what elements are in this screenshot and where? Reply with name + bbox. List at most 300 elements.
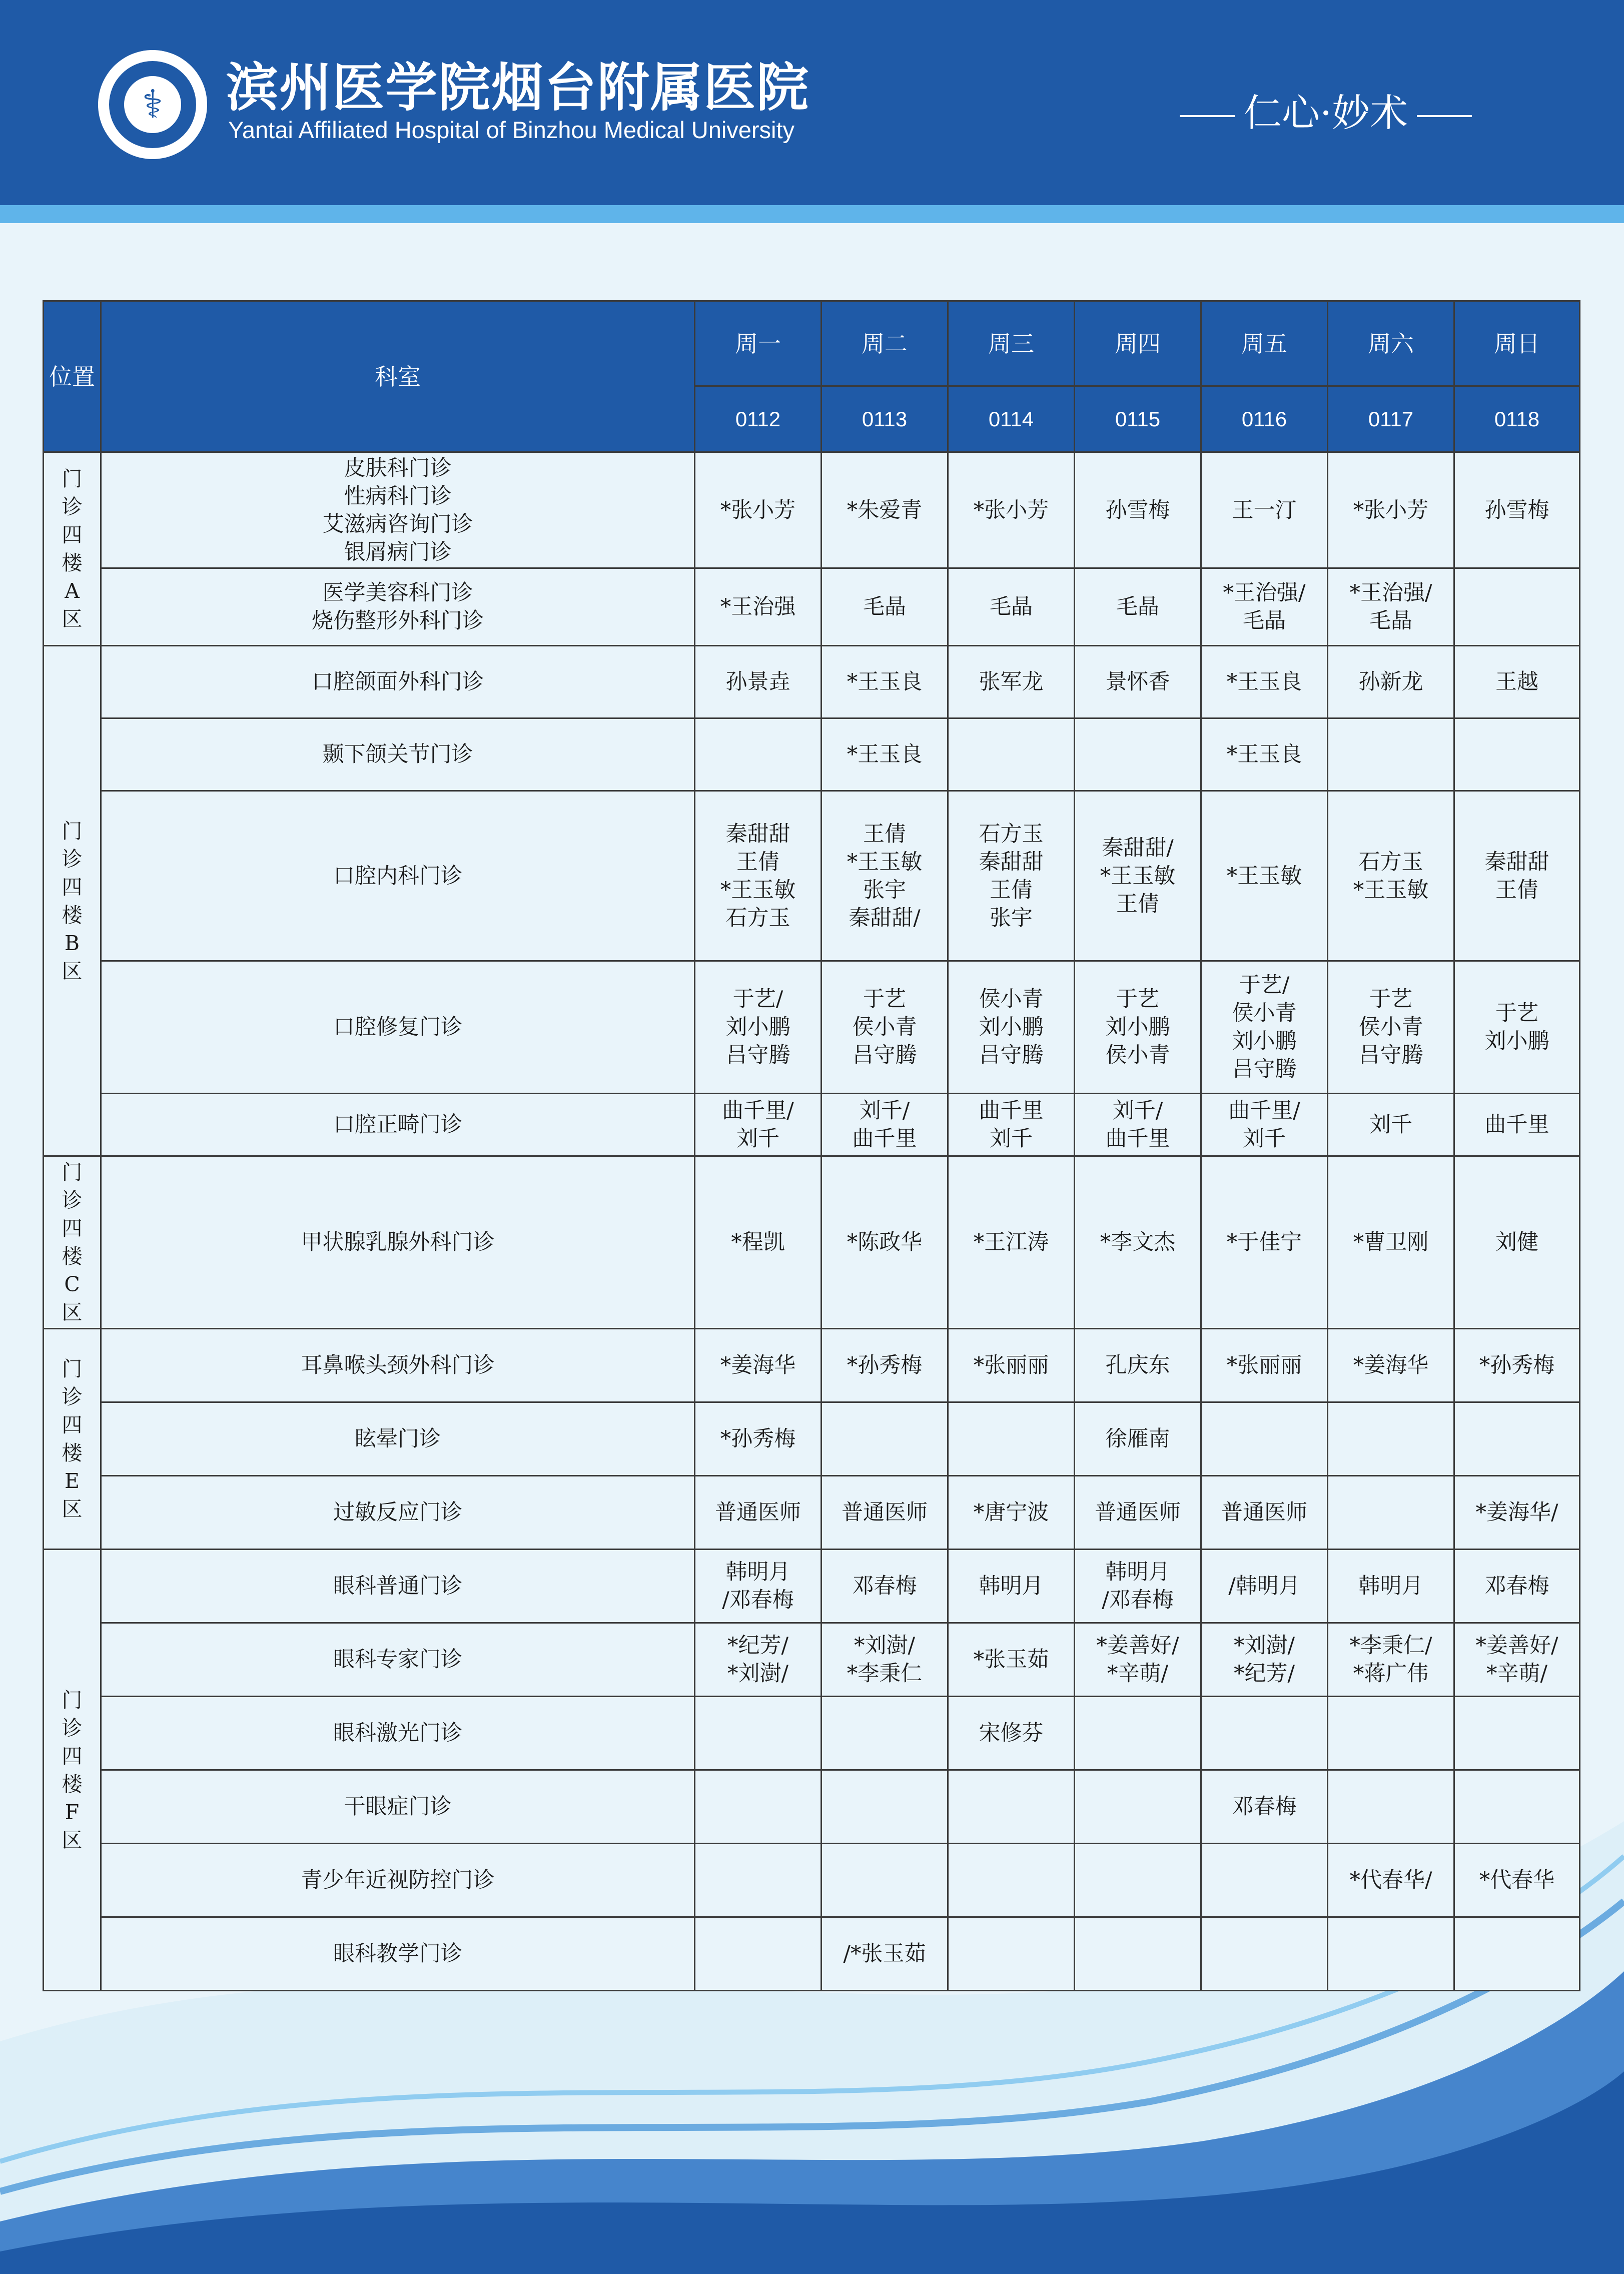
doctor-name: *王玉敏 bbox=[1353, 877, 1429, 903]
doctor-cell bbox=[1454, 1623, 1580, 1697]
doctor-name: 吕守腾 bbox=[1232, 1057, 1297, 1082]
doctor-name: 王一汀 bbox=[1232, 497, 1297, 523]
doctor-cell bbox=[1075, 718, 1201, 791]
location-char: 诊 bbox=[62, 847, 83, 871]
doctor-cell bbox=[1454, 452, 1580, 568]
doctor-name: 刘小鹏 bbox=[1484, 1029, 1549, 1054]
doctor-name: *程凯 bbox=[731, 1230, 785, 1255]
table-row bbox=[44, 1917, 1580, 1991]
doctor-cell bbox=[1328, 1476, 1454, 1550]
department-cell bbox=[101, 568, 695, 646]
doctor-cell bbox=[822, 1329, 948, 1402]
doctor-cell bbox=[822, 718, 948, 791]
doctor-name: *张玉茹 bbox=[973, 1647, 1049, 1672]
doctor-cell bbox=[948, 1156, 1075, 1329]
caduceus-icon: ⚕ bbox=[124, 76, 181, 133]
table-row bbox=[44, 1329, 1580, 1402]
doctor-cell bbox=[1075, 791, 1201, 961]
department-name: 口腔修复门诊 bbox=[333, 1015, 462, 1040]
doctor-cell bbox=[1075, 1844, 1201, 1917]
doctor-name: 毛晶 bbox=[1116, 594, 1159, 619]
doctor-cell bbox=[695, 1329, 822, 1402]
doctor-name: 于艺 bbox=[1369, 987, 1412, 1012]
location-char: A bbox=[65, 579, 80, 603]
day-header: 周三 bbox=[948, 301, 1075, 386]
header-stripe bbox=[0, 205, 1624, 223]
doctor-name: 王倩 bbox=[736, 849, 779, 875]
table-row bbox=[44, 1476, 1580, 1550]
department-name: 银屑病门诊 bbox=[344, 539, 452, 565]
department-cell bbox=[101, 1156, 695, 1329]
department-cell bbox=[101, 1844, 695, 1917]
doctor-name: 秦甜甜 bbox=[979, 849, 1044, 875]
location-char: 楼 bbox=[62, 903, 83, 927]
doctor-cell bbox=[695, 1094, 822, 1156]
doctor-name: *王玉良 bbox=[1226, 742, 1302, 767]
doctor-cell bbox=[948, 961, 1075, 1094]
doctor-cell bbox=[1328, 1156, 1454, 1329]
doctor-name: *王玉良 bbox=[1226, 669, 1302, 694]
doctor-name: *王玉敏 bbox=[1226, 863, 1302, 889]
day-header: 周二 bbox=[822, 301, 948, 386]
doctor-name: 王倩 bbox=[990, 877, 1033, 903]
doctor-cell bbox=[1201, 718, 1328, 791]
doctor-cell bbox=[822, 1844, 948, 1917]
department-cell bbox=[101, 1917, 695, 1991]
doctor-cell bbox=[822, 452, 948, 568]
day-header: 周日 bbox=[1454, 301, 1580, 386]
department-cell bbox=[101, 1697, 695, 1770]
doctor-name: 张宇 bbox=[863, 877, 906, 903]
department-cell bbox=[101, 1329, 695, 1402]
doctor-name: 石方玉 bbox=[1358, 849, 1423, 875]
doctor-cell bbox=[695, 961, 822, 1094]
doctor-cell bbox=[948, 1770, 1075, 1844]
doctor-name: 曲千里/ bbox=[722, 1098, 794, 1123]
doctor-cell bbox=[948, 1402, 1075, 1476]
doctor-cell bbox=[1201, 568, 1328, 646]
doctor-name: *孙秀梅 bbox=[1479, 1353, 1555, 1378]
doctor-cell bbox=[1454, 1476, 1580, 1550]
date-header: 0117 bbox=[1328, 386, 1454, 452]
doctor-name: 孙景垚 bbox=[725, 669, 790, 694]
doctor-name: 侯小青 bbox=[1232, 1001, 1297, 1026]
doctor-name: *孙秀梅 bbox=[847, 1353, 923, 1378]
doctor-name: *朱爱青 bbox=[847, 497, 923, 523]
department-name: 性病科门诊 bbox=[344, 483, 452, 509]
doctor-cell bbox=[1201, 1623, 1328, 1697]
doctor-cell bbox=[1075, 961, 1201, 1094]
doctor-cell bbox=[1454, 718, 1580, 791]
doctor-cell bbox=[948, 1917, 1075, 1991]
doctor-name: 刘千/ bbox=[859, 1098, 910, 1123]
doctor-name: 刘小鹏 bbox=[1232, 1029, 1297, 1054]
doctor-cell bbox=[822, 791, 948, 961]
doctor-cell bbox=[948, 1476, 1075, 1550]
doctor-cell bbox=[1328, 1697, 1454, 1770]
header-banner bbox=[0, 0, 1624, 205]
doctor-cell bbox=[822, 961, 948, 1094]
doctor-name: 王倩 bbox=[863, 821, 906, 847]
doctor-cell bbox=[695, 1697, 822, 1770]
location-char: 区 bbox=[62, 1300, 83, 1324]
department-name: 口腔正畸门诊 bbox=[333, 1112, 462, 1137]
location-char: E bbox=[65, 1469, 80, 1493]
doctor-cell bbox=[948, 791, 1075, 961]
table-row bbox=[44, 1844, 1580, 1917]
table-row bbox=[44, 1156, 1580, 1329]
doctor-name: 刘千 bbox=[990, 1126, 1033, 1151]
doctor-cell bbox=[695, 1844, 822, 1917]
department-name: 烧伤整形外科门诊 bbox=[312, 608, 484, 633]
doctor-cell bbox=[948, 1329, 1075, 1402]
doctor-cell bbox=[695, 1402, 822, 1476]
date-header: 0115 bbox=[1075, 386, 1201, 452]
doctor-cell bbox=[695, 646, 822, 718]
doctor-cell bbox=[948, 1697, 1075, 1770]
department-cell bbox=[101, 1623, 695, 1697]
doctor-cell bbox=[822, 568, 948, 646]
doctor-cell bbox=[695, 791, 822, 961]
table-row bbox=[44, 1402, 1580, 1476]
doctor-name: *纪芳/ bbox=[727, 1633, 788, 1658]
doctor-name: 王倩 bbox=[1495, 877, 1538, 903]
department-name: 青少年近视防控门诊 bbox=[301, 1868, 495, 1893]
doctor-name: 吕守腾 bbox=[725, 1043, 790, 1068]
motto bbox=[1171, 83, 1481, 137]
doctor-cell bbox=[948, 452, 1075, 568]
doctor-name: 吕守腾 bbox=[979, 1043, 1044, 1068]
location-char: 区 bbox=[62, 1497, 83, 1521]
doctor-cell bbox=[1201, 1156, 1328, 1329]
doctor-name: *姜海华 bbox=[720, 1353, 796, 1378]
doctor-name: 毛晶 bbox=[863, 594, 906, 619]
doctor-name: 景怀香 bbox=[1105, 669, 1170, 694]
doctor-name: *张小芳 bbox=[1353, 497, 1429, 523]
location-cell bbox=[44, 646, 101, 1156]
doctor-name: 刘千/ bbox=[1112, 1098, 1163, 1123]
doctor-name: *王玉良 bbox=[847, 742, 923, 767]
location-char: 诊 bbox=[62, 495, 83, 519]
doctor-cell bbox=[1454, 1094, 1580, 1156]
department-cell bbox=[101, 718, 695, 791]
doctor-name: /邓春梅 bbox=[722, 1588, 794, 1613]
doctor-name: 普通医师 bbox=[1221, 1500, 1307, 1525]
doctor-name: 秦甜甜/ bbox=[849, 905, 921, 931]
doctor-name: 秦甜甜 bbox=[725, 821, 790, 847]
doctor-cell bbox=[1075, 1550, 1201, 1623]
doctor-name: *李文杰 bbox=[1100, 1230, 1176, 1255]
table-row bbox=[44, 1697, 1580, 1770]
table-row bbox=[44, 1550, 1580, 1623]
doctor-cell bbox=[1454, 1770, 1580, 1844]
doctor-cell bbox=[1201, 1844, 1328, 1917]
doctor-cell bbox=[822, 1094, 948, 1156]
location-char: 门 bbox=[62, 1357, 83, 1381]
motto-line-right bbox=[1417, 115, 1472, 117]
department-name: 颞下颌关节门诊 bbox=[322, 742, 473, 767]
department-name: 眼科普通门诊 bbox=[333, 1574, 462, 1599]
location-char: 门 bbox=[62, 1688, 83, 1712]
doctor-cell bbox=[1454, 791, 1580, 961]
doctor-cell bbox=[948, 1094, 1075, 1156]
location-char: 楼 bbox=[62, 551, 83, 575]
location-char: 诊 bbox=[62, 1385, 83, 1409]
doctor-cell bbox=[822, 1402, 948, 1476]
doctor-name: *王治强/ bbox=[1223, 580, 1306, 605]
doctor-cell bbox=[1075, 1329, 1201, 1402]
department-name: 过敏反应门诊 bbox=[333, 1500, 462, 1525]
department-cell bbox=[101, 1770, 695, 1844]
location-cell bbox=[44, 1156, 101, 1329]
doctor-name: 孙雪梅 bbox=[1105, 497, 1170, 523]
doctor-cell bbox=[1075, 1917, 1201, 1991]
location-char: 区 bbox=[62, 959, 83, 983]
doctor-name: *曹卫刚 bbox=[1353, 1230, 1429, 1255]
doctor-name: *姜善好/ bbox=[1475, 1633, 1558, 1658]
table-row bbox=[44, 1094, 1580, 1156]
doctor-cell bbox=[1201, 961, 1328, 1094]
doctor-cell bbox=[1201, 1476, 1328, 1550]
doctor-cell bbox=[1201, 1402, 1328, 1476]
doctor-cell bbox=[1328, 1917, 1454, 1991]
doctor-name: 刘千 bbox=[1243, 1126, 1286, 1151]
doctor-name: 于艺 bbox=[1116, 987, 1159, 1012]
doctor-name: /韩明月 bbox=[1228, 1574, 1300, 1599]
doctor-cell bbox=[1328, 1094, 1454, 1156]
doctor-name: *王玉敏 bbox=[847, 849, 923, 875]
doctor-cell bbox=[1328, 568, 1454, 646]
doctor-name: 邓春梅 bbox=[1232, 1794, 1297, 1819]
doctor-cell bbox=[695, 1623, 822, 1697]
department-name: 口腔颌面外科门诊 bbox=[312, 669, 484, 694]
department-name: 眼科专家门诊 bbox=[333, 1647, 462, 1672]
doctor-cell bbox=[1454, 1550, 1580, 1623]
hospital-name-en: Yantai Affiliated Hospital of Binzhou Medical University bbox=[228, 117, 795, 143]
doctor-name: 普通医师 bbox=[715, 1500, 801, 1525]
doctor-name: 刘千 bbox=[1369, 1112, 1412, 1137]
doctor-name: *姜海华 bbox=[1353, 1353, 1429, 1378]
department-cell bbox=[101, 1550, 695, 1623]
doctor-name: 秦甜甜 bbox=[1484, 849, 1549, 875]
doctor-name: 张军龙 bbox=[979, 669, 1044, 694]
location-char: 门 bbox=[62, 467, 83, 491]
doctor-cell bbox=[1075, 1156, 1201, 1329]
doctor-cell bbox=[1328, 452, 1454, 568]
doctor-cell bbox=[1454, 1844, 1580, 1917]
department-name: 甲状腺乳腺外科门诊 bbox=[301, 1230, 495, 1255]
doctor-cell bbox=[1328, 961, 1454, 1094]
doctor-name: 曲千里 bbox=[1484, 1112, 1549, 1137]
doctor-cell bbox=[695, 1770, 822, 1844]
schedule-table bbox=[43, 300, 1580, 1991]
doctor-cell bbox=[1454, 568, 1580, 646]
doctor-name: 宋修芬 bbox=[979, 1721, 1044, 1746]
day-header: 周五 bbox=[1201, 301, 1328, 386]
doctor-cell bbox=[695, 1550, 822, 1623]
doctor-name: 曲千里/ bbox=[1228, 1098, 1300, 1123]
doctor-name: *王玉敏 bbox=[720, 877, 796, 903]
doctor-cell bbox=[948, 646, 1075, 718]
location-char: 楼 bbox=[62, 1772, 83, 1796]
doctor-name: *刘澍/ bbox=[1234, 1633, 1295, 1658]
table-row bbox=[44, 568, 1580, 646]
doctor-cell bbox=[1201, 1329, 1328, 1402]
doctor-cell bbox=[695, 568, 822, 646]
doctor-cell bbox=[1328, 718, 1454, 791]
doctor-name: 邓春梅 bbox=[1484, 1574, 1549, 1599]
schedule-body bbox=[44, 452, 1580, 1991]
department-name: 眼科教学门诊 bbox=[333, 1941, 462, 1966]
table-row bbox=[44, 452, 1580, 568]
doctor-cell bbox=[1201, 791, 1328, 961]
doctor-cell bbox=[1075, 1623, 1201, 1697]
doctor-name: 侯小青 bbox=[1105, 1043, 1170, 1068]
doctor-name: 张宇 bbox=[990, 905, 1033, 931]
location-char: 四 bbox=[62, 1216, 83, 1240]
date-header: 0118 bbox=[1454, 386, 1580, 452]
doctor-cell bbox=[695, 1156, 822, 1329]
table-row bbox=[44, 718, 1580, 791]
doctor-cell bbox=[1328, 1550, 1454, 1623]
doctor-cell bbox=[822, 1917, 948, 1991]
doctor-cell bbox=[1201, 1094, 1328, 1156]
doctor-name: /*张玉茹 bbox=[843, 1941, 926, 1966]
doctor-name: 毛晶 bbox=[1243, 608, 1286, 633]
doctor-cell bbox=[1075, 646, 1201, 718]
doctor-name: 韩明月 bbox=[725, 1560, 790, 1585]
doctor-name: 曲千里 bbox=[1105, 1126, 1170, 1151]
day-header: 周一 bbox=[695, 301, 822, 386]
department-cell bbox=[101, 452, 695, 568]
doctor-cell bbox=[1201, 1770, 1328, 1844]
day-header: 周六 bbox=[1328, 301, 1454, 386]
doctor-name: 王越 bbox=[1495, 669, 1538, 694]
doctor-name: 王倩 bbox=[1116, 891, 1159, 917]
department-name: 艾滋病咨询门诊 bbox=[322, 511, 473, 537]
department-name: 眼科激光门诊 bbox=[333, 1721, 462, 1746]
doctor-name: *辛萌/ bbox=[1486, 1661, 1547, 1686]
location-char: 区 bbox=[62, 1828, 83, 1852]
motto-text: 仁心·妙术 bbox=[1244, 91, 1408, 135]
doctor-name: *刘澍/ bbox=[854, 1633, 915, 1658]
department-cell bbox=[101, 791, 695, 961]
doctor-cell bbox=[1075, 1476, 1201, 1550]
date-header: 0113 bbox=[822, 386, 948, 452]
doctor-cell bbox=[1328, 791, 1454, 961]
location-char: 四 bbox=[62, 1744, 83, 1768]
doctor-name: *姜善好/ bbox=[1096, 1633, 1179, 1658]
department-cell bbox=[101, 961, 695, 1094]
doctor-name: *刘澍/ bbox=[727, 1661, 788, 1686]
doctor-name: 刘小鹏 bbox=[979, 1015, 1044, 1040]
doctor-cell bbox=[1328, 1329, 1454, 1402]
location-char: 区 bbox=[62, 607, 83, 631]
doctor-name: 孙新龙 bbox=[1358, 669, 1423, 694]
department-cell bbox=[101, 1476, 695, 1550]
doctor-name: 石方玉 bbox=[725, 905, 790, 931]
doctor-name: 石方玉 bbox=[979, 821, 1044, 847]
doctor-cell bbox=[1454, 646, 1580, 718]
doctor-cell bbox=[1328, 1844, 1454, 1917]
doctor-cell bbox=[1201, 452, 1328, 568]
doctor-name: 于艺 bbox=[863, 987, 906, 1012]
doctor-name: *王玉敏 bbox=[1100, 863, 1176, 889]
doctor-name: *于佳宁 bbox=[1226, 1230, 1302, 1255]
location-char: 楼 bbox=[62, 1244, 83, 1268]
department-cell bbox=[101, 1094, 695, 1156]
department-name: 干眼症门诊 bbox=[344, 1794, 452, 1819]
doctor-cell bbox=[822, 646, 948, 718]
doctor-name: 吕守腾 bbox=[1358, 1043, 1423, 1068]
doctor-name: 刘小鹏 bbox=[725, 1015, 790, 1040]
doctor-name: *张小芳 bbox=[720, 497, 796, 523]
doctor-cell bbox=[695, 718, 822, 791]
doctor-name: *代春华/ bbox=[1349, 1868, 1432, 1893]
doctor-name: 韩明月 bbox=[979, 1574, 1044, 1599]
doctor-cell bbox=[695, 452, 822, 568]
doctor-name: *王玉良 bbox=[847, 669, 923, 694]
doctor-cell bbox=[1454, 961, 1580, 1094]
doctor-name: *唐宁波 bbox=[973, 1500, 1049, 1525]
motto-line-left bbox=[1180, 115, 1235, 117]
doctor-name: 曲千里 bbox=[979, 1098, 1044, 1123]
doctor-cell bbox=[695, 1917, 822, 1991]
department-name: 医学美容科门诊 bbox=[322, 580, 473, 605]
department-cell bbox=[101, 1402, 695, 1476]
doctor-name: 韩明月 bbox=[1358, 1574, 1423, 1599]
location-char: 门 bbox=[62, 1160, 83, 1184]
location-char: 四 bbox=[62, 523, 83, 547]
location-char: F bbox=[65, 1800, 80, 1824]
doctor-cell bbox=[1454, 1156, 1580, 1329]
doctor-name: *蒋广伟 bbox=[1353, 1661, 1429, 1686]
doctor-cell bbox=[1328, 1402, 1454, 1476]
hospital-logo bbox=[98, 50, 207, 159]
location-cell bbox=[44, 1550, 101, 1991]
day-header: 周四 bbox=[1075, 301, 1201, 386]
date-header: 0112 bbox=[695, 386, 822, 452]
doctor-name: 于艺 bbox=[1495, 1001, 1538, 1026]
doctor-cell bbox=[1201, 1917, 1328, 1991]
doctor-name: 孔庆东 bbox=[1105, 1353, 1170, 1378]
doctor-cell bbox=[1075, 1094, 1201, 1156]
location-char: 门 bbox=[62, 819, 83, 843]
doctor-name: *代春华 bbox=[1479, 1868, 1555, 1893]
doctor-name: *李秉仁/ bbox=[1349, 1633, 1432, 1658]
doctor-cell bbox=[1075, 1402, 1201, 1476]
doctor-name: *张丽丽 bbox=[973, 1353, 1049, 1378]
doctor-cell bbox=[1201, 1550, 1328, 1623]
doctor-cell bbox=[1075, 1770, 1201, 1844]
location-char: 四 bbox=[62, 875, 83, 899]
doctor-name: 吕守腾 bbox=[852, 1043, 917, 1068]
doctor-name: *姜海华/ bbox=[1475, 1500, 1558, 1525]
table-row bbox=[44, 1770, 1580, 1844]
doctor-name: *张丽丽 bbox=[1226, 1353, 1302, 1378]
column-header-position: 位置 bbox=[44, 301, 101, 452]
doctor-cell bbox=[1454, 1697, 1580, 1770]
doctor-name: 刘健 bbox=[1495, 1230, 1538, 1255]
doctor-name: 侯小青 bbox=[1358, 1015, 1423, 1040]
doctor-cell bbox=[1201, 1697, 1328, 1770]
doctor-name: 秦甜甜/ bbox=[1102, 835, 1174, 861]
doctor-cell bbox=[1075, 568, 1201, 646]
doctor-name: 邓春梅 bbox=[852, 1574, 917, 1599]
doctor-name: *王治强 bbox=[720, 594, 796, 619]
hospital-name-cn: 滨州医学院烟台附属医院 bbox=[226, 57, 810, 118]
doctor-name: /邓春梅 bbox=[1102, 1588, 1174, 1613]
